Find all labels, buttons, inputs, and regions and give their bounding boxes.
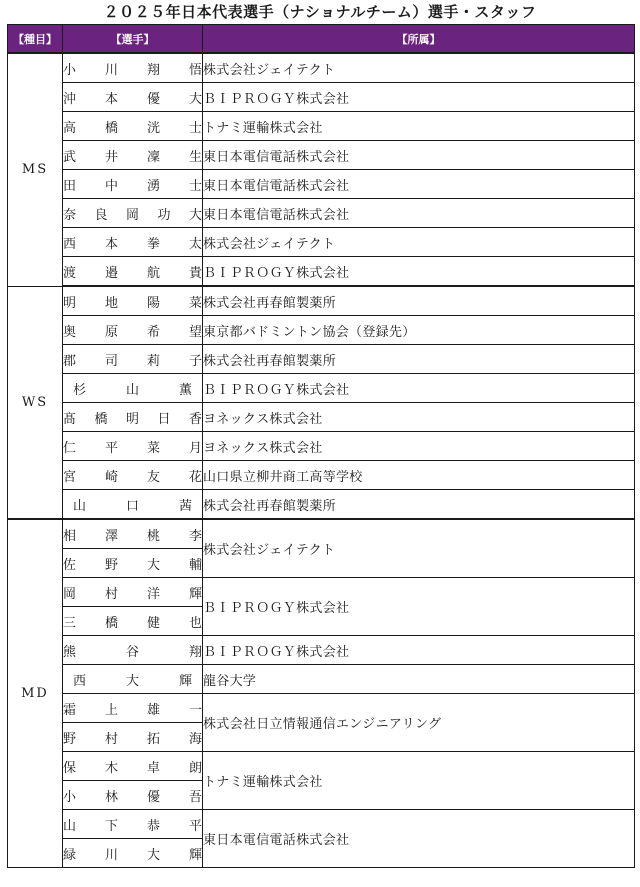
name-char: 林 — [104, 789, 118, 805]
table-row — [8, 578, 635, 607]
name-char: 野 — [63, 731, 77, 747]
table-row — [8, 810, 635, 839]
name-char: 仁 — [63, 440, 77, 456]
name-char: 田 — [63, 178, 77, 194]
table-row — [8, 286, 635, 316]
name-char: 太 — [188, 236, 202, 252]
name-char: 木 — [104, 760, 118, 776]
name-text — [63, 554, 202, 573]
name-char: 也 — [188, 615, 202, 631]
name-char: 平 — [104, 440, 118, 456]
name-char: 口 — [125, 498, 139, 514]
name-text — [63, 612, 202, 631]
name-char: 輝 — [188, 847, 202, 863]
name-char: 望 — [188, 324, 202, 340]
table-row — [8, 316, 635, 345]
name-char: 花 — [188, 469, 202, 485]
name-char: 原 — [104, 324, 118, 340]
name-text — [63, 728, 202, 747]
player-name — [63, 549, 203, 578]
name-char: 良 — [94, 207, 108, 223]
name-text — [63, 262, 202, 281]
name-char: 小 — [63, 62, 77, 78]
table-row — [8, 403, 635, 432]
table-row — [8, 694, 635, 723]
name-char: 功 — [157, 207, 171, 223]
table-row — [8, 665, 635, 694]
name-char: 奥 — [63, 324, 77, 340]
name-text — [63, 757, 202, 776]
player-name — [63, 694, 203, 723]
name-char: 輝 — [188, 586, 202, 602]
name-char: 佐 — [63, 557, 77, 573]
name-char: 本 — [104, 91, 118, 107]
header-affiliation: 【所属】 — [203, 25, 635, 54]
name-char: 湧 — [146, 178, 160, 194]
name-char: 輝 — [178, 673, 192, 689]
name-text — [63, 437, 202, 456]
name-char: 輔 — [188, 557, 202, 573]
affiliation: 龍谷大学 — [203, 665, 635, 694]
name-char: 希 — [146, 324, 160, 340]
affiliation: 株式会社ジェイテクト — [203, 228, 635, 257]
name-text — [63, 350, 202, 369]
table-row — [8, 83, 635, 112]
affiliation: ＢＩＰＲＯＧＹ株式会社 — [203, 83, 635, 112]
name-text — [63, 670, 202, 689]
name-char: 薫 — [178, 382, 192, 398]
name-text — [63, 117, 202, 136]
name-char: 洋 — [146, 586, 160, 602]
name-char: 保 — [63, 760, 77, 776]
affiliation: ヨネックス株式会社 — [203, 432, 635, 461]
name-char: 霜 — [63, 702, 77, 718]
name-char: 橋 — [104, 120, 118, 136]
player-name — [63, 607, 203, 636]
name-char: 三 — [63, 615, 77, 631]
affiliation: 東日本電信電話株式会社 — [203, 170, 635, 199]
affiliation: 株式会社日立情報通信エンジニアリング — [203, 694, 635, 752]
name-text — [63, 525, 202, 544]
table-row — [8, 636, 635, 665]
table-row — [8, 141, 635, 170]
affiliation: 株式会社再春館製薬所 — [203, 345, 635, 374]
name-text — [63, 175, 202, 194]
name-text — [63, 379, 202, 398]
name-char: 大 — [146, 557, 160, 573]
table-row — [8, 53, 635, 83]
name-char: 村 — [104, 731, 118, 747]
player-name — [63, 345, 203, 374]
name-text — [63, 815, 202, 834]
player-name — [63, 839, 203, 868]
name-char: 拳 — [146, 236, 160, 252]
name-char: 菜 — [188, 295, 202, 311]
name-text — [63, 292, 202, 311]
affiliation: ＢＩＰＲＯＧＹ株式会社 — [203, 374, 635, 403]
name-char: 橋 — [104, 615, 118, 631]
name-char: 奈 — [63, 207, 77, 223]
name-text — [63, 321, 202, 340]
name-char: 宮 — [63, 469, 77, 485]
affiliation: ヨネックス株式会社 — [203, 403, 635, 432]
name-text — [63, 699, 202, 718]
name-char: 山 — [125, 382, 139, 398]
name-text — [63, 495, 202, 514]
name-char: 吾 — [188, 789, 202, 805]
player-name — [63, 810, 203, 839]
affiliation: 東日本電信電話株式会社 — [203, 810, 635, 868]
name-char: 平 — [188, 818, 202, 834]
name-char: 岡 — [125, 207, 139, 223]
name-char: 渡 — [63, 265, 77, 281]
table-row — [8, 345, 635, 374]
name-text — [63, 204, 202, 223]
name-char: 西 — [73, 673, 87, 689]
affiliation: 山口県立柳井商工高等学校 — [203, 461, 635, 490]
name-char: 相 — [63, 528, 77, 544]
player-name — [63, 199, 203, 228]
name-char: 大 — [125, 673, 139, 689]
name-text — [63, 466, 202, 485]
player-name — [63, 170, 203, 199]
name-char: 桃 — [146, 528, 160, 544]
name-char: 優 — [146, 91, 160, 107]
table-row — [8, 374, 635, 403]
player-name — [63, 403, 203, 432]
name-char: 李 — [188, 528, 202, 544]
player-name — [63, 286, 203, 316]
table-row — [8, 519, 635, 549]
name-char: 武 — [63, 149, 77, 165]
name-char: 士 — [188, 120, 202, 136]
name-char: 拓 — [146, 731, 160, 747]
table-row — [8, 199, 635, 228]
name-text — [63, 408, 202, 427]
name-char: 雄 — [146, 702, 160, 718]
name-char: 谷 — [125, 644, 139, 660]
name-char: 大 — [188, 91, 202, 107]
name-char: 緑 — [63, 847, 77, 863]
player-name — [63, 519, 203, 549]
affiliation: 東日本電信電話株式会社 — [203, 199, 635, 228]
name-char: 本 — [104, 236, 118, 252]
table-row — [8, 112, 635, 141]
affiliation: トナミ運輸株式会社 — [203, 752, 635, 810]
affiliation: 株式会社ジェイテクト — [203, 519, 635, 578]
table-row — [8, 490, 635, 520]
name-char: 井 — [104, 149, 118, 165]
affiliation: ＢＩＰＲＯＧＹ株式会社 — [203, 578, 635, 636]
player-name — [63, 83, 203, 112]
name-char: 卓 — [146, 760, 160, 776]
affiliation: 東日本電信電話株式会社 — [203, 141, 635, 170]
affiliation: 株式会社再春館製薬所 — [203, 286, 635, 316]
name-char: 川 — [104, 62, 118, 78]
name-char: 健 — [146, 615, 160, 631]
name-char: 貴 — [188, 265, 202, 281]
table-row — [8, 170, 635, 199]
name-char: 大 — [146, 847, 160, 863]
name-char: 岡 — [63, 586, 77, 602]
name-char: 沖 — [63, 91, 77, 107]
name-char: 士 — [188, 178, 202, 194]
player-name — [63, 490, 203, 520]
name-char: 洸 — [146, 120, 160, 136]
name-text — [63, 88, 202, 107]
name-char: 明 — [63, 295, 77, 311]
name-char: 川 — [104, 847, 118, 863]
name-char: 上 — [104, 702, 118, 718]
name-text — [63, 844, 202, 863]
name-char: 邉 — [104, 265, 118, 281]
event-ms: MS — [8, 53, 63, 286]
name-char: 野 — [104, 557, 118, 573]
table-row — [8, 432, 635, 461]
name-char: 熊 — [63, 644, 77, 660]
affiliation: トナミ運輸株式会社 — [203, 112, 635, 141]
name-char: 地 — [104, 295, 118, 311]
name-char: 中 — [104, 178, 118, 194]
name-text — [63, 146, 202, 165]
player-name — [63, 432, 203, 461]
name-char: 髙 — [63, 411, 77, 427]
affiliation: ＢＩＰＲＯＧＹ株式会社 — [203, 257, 635, 287]
player-name — [63, 723, 203, 752]
name-text — [63, 786, 202, 805]
name-char: 航 — [146, 265, 160, 281]
player-name — [63, 374, 203, 403]
affiliation: 東京都バドミントン協会（登録先） — [203, 316, 635, 345]
name-char: 翔 — [188, 644, 202, 660]
name-char: 橋 — [94, 411, 108, 427]
name-text — [63, 59, 202, 78]
name-char: 下 — [104, 818, 118, 834]
player-name — [63, 752, 203, 781]
roster-table — [7, 24, 635, 868]
table-row — [8, 461, 635, 490]
name-char: 澤 — [104, 528, 118, 544]
name-char: 朗 — [188, 760, 202, 776]
name-char: 大 — [188, 207, 202, 223]
name-char: 翔 — [146, 62, 160, 78]
name-char: 陽 — [146, 295, 160, 311]
name-char: 山 — [63, 818, 77, 834]
name-char: 莉 — [146, 353, 160, 369]
name-char: 子 — [188, 353, 202, 369]
affiliation: 株式会社再春館製薬所 — [203, 490, 635, 520]
name-char: 一 — [188, 702, 202, 718]
name-text — [63, 641, 202, 660]
page-title: ２０２５年日本代表選手（ナショナルチーム）選手・スタッフ — [103, 3, 537, 21]
player-name — [63, 665, 203, 694]
name-char: 山 — [73, 498, 87, 514]
name-char: 崎 — [104, 469, 118, 485]
table-row — [8, 228, 635, 257]
player-name — [63, 141, 203, 170]
name-char: 友 — [146, 469, 160, 485]
name-char: 小 — [63, 789, 77, 805]
name-char: 司 — [104, 353, 118, 369]
name-char: 悟 — [188, 62, 202, 78]
table-row — [8, 257, 635, 287]
name-char: 郡 — [63, 353, 77, 369]
header-player: 【選手】 — [63, 25, 203, 54]
name-char: 村 — [104, 586, 118, 602]
player-name — [63, 578, 203, 607]
name-char: 日 — [157, 411, 171, 427]
name-char: 月 — [188, 440, 202, 456]
name-char: 高 — [63, 120, 77, 136]
name-char: 明 — [125, 411, 139, 427]
player-name — [63, 228, 203, 257]
affiliation: 株式会社ジェイテクト — [203, 53, 635, 83]
event-ws: WS — [8, 286, 63, 519]
player-name — [63, 461, 203, 490]
name-char: 生 — [188, 149, 202, 165]
event-md: MD — [8, 519, 63, 868]
header-event: 【種目】 — [8, 25, 63, 54]
name-char: 優 — [146, 789, 160, 805]
name-char: 香 — [188, 411, 202, 427]
player-name — [63, 316, 203, 345]
name-char: 凜 — [146, 149, 160, 165]
player-name — [63, 257, 203, 287]
player-name — [63, 53, 203, 83]
name-char: 海 — [188, 731, 202, 747]
name-char: 西 — [63, 236, 77, 252]
header-row — [8, 25, 635, 54]
player-name — [63, 781, 203, 810]
player-name — [63, 112, 203, 141]
affiliation: ＢＩＰＲＯＧＹ株式会社 — [203, 636, 635, 665]
name-text — [63, 583, 202, 602]
name-char: 菜 — [146, 440, 160, 456]
name-text — [63, 233, 202, 252]
name-char: 杉 — [73, 382, 87, 398]
player-name — [63, 636, 203, 665]
name-char: 恭 — [146, 818, 160, 834]
name-char: 茜 — [178, 498, 192, 514]
table-row — [8, 752, 635, 781]
